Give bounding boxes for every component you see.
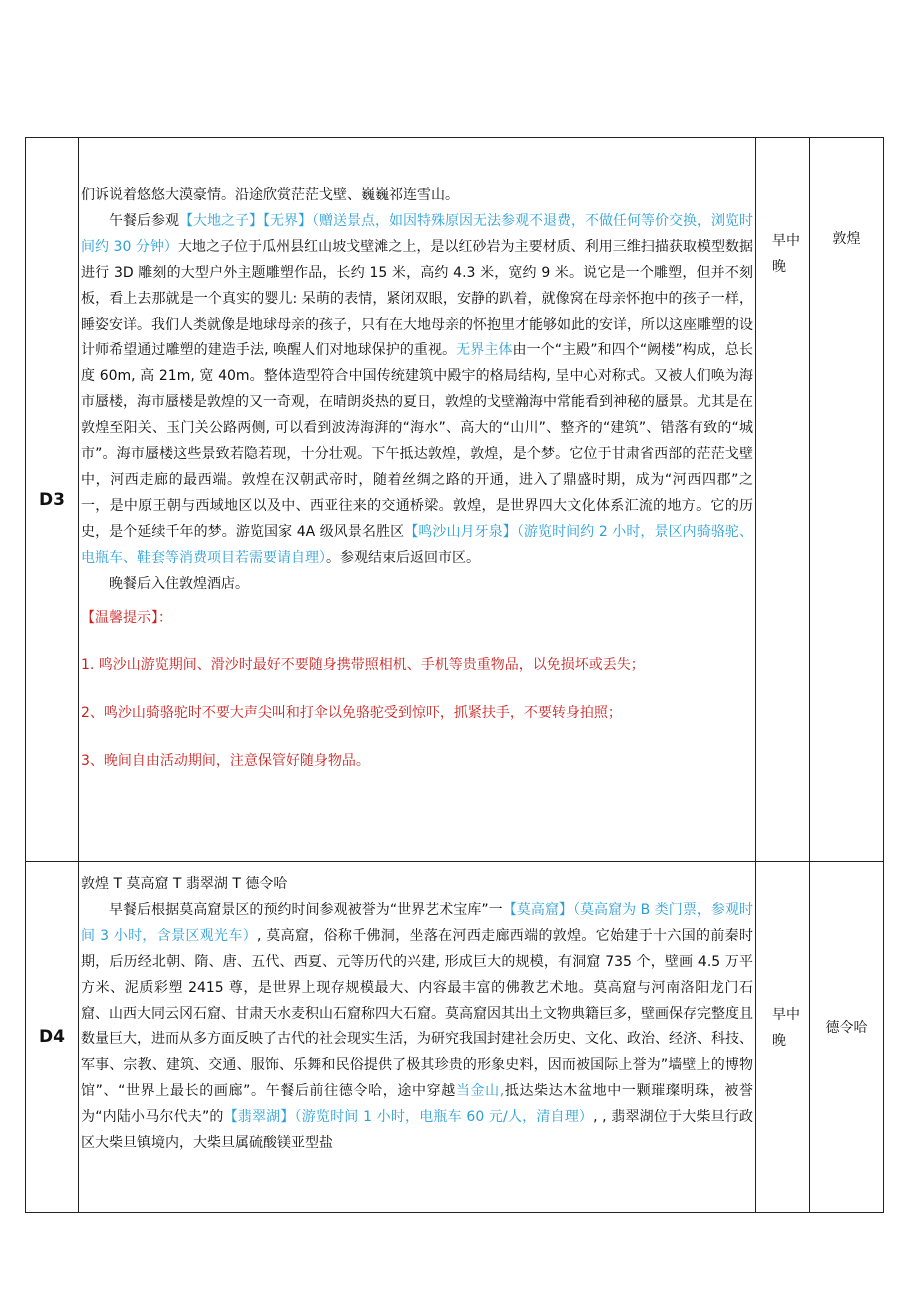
route-line: 敦煌 T 莫高窟 T 翡翠湖 T 德令哈 bbox=[81, 876, 288, 892]
attraction-highlight: 【莫高窟】（莫高窟为 B 类门票，参观时间 3 小时，含景区观光车） bbox=[81, 901, 753, 944]
hotel-name: 德令哈 bbox=[825, 1020, 868, 1036]
text: 午餐后参观 bbox=[109, 212, 179, 229]
paragraph: 们诉说着悠悠大漠豪情。沿途欣赏茫茫戈壁、巍巍祁连雪山。 bbox=[81, 187, 459, 203]
text: 。参观结束后返回市区。 bbox=[326, 549, 480, 566]
attraction-highlight: 【大地之子】【无界】（赠送景点，如因特殊原因无法参观不退费，不做任何等价交换，浏览时间约 30 分钟） bbox=[81, 212, 753, 255]
hotel-name: 敦煌 bbox=[832, 231, 861, 247]
tip-item: 3、晚间自由活动期间，注意保管好随身物品。 bbox=[81, 753, 370, 770]
tip-item: 2、鸣沙山骑骆驼时不要大声尖叫和打伞以免骆驼受到惊吓，抓紧扶手，不要转身拍照； bbox=[81, 705, 622, 722]
day-label: D4 bbox=[26, 862, 79, 1213]
tips-title: 【温馨提示】： bbox=[81, 609, 172, 626]
attraction-highlight: 无界主体 bbox=[456, 342, 513, 359]
attraction-highlight: 【翡翠湖】（游览时间 1 小时，电瓶车 60 元/人，清自理） bbox=[223, 1109, 594, 1126]
text: 由一个“主殿”和四个“阙楼”构成，总长度 60m, 高 21m, 宽 40m。整体造型符合中国传统建筑中殿宇的格局结构, 呈中心对称式。又被人们唤为海市蜃楼，海市蜃楼是敦煌的又一奇观，在晴朗炎热的夏日，敦煌的戈壁瀚海中常能看到神秘的蜃景。尤其是在敦煌至阳关、玉门关公路两侧, 可以看到波涛海湃的“海水”、高大的“山川”、整齐的“建筑”、错落有致的“城市”。海市蜃楼这些景致若隐若现，十分壮观。下午抵达敦煌，敦煌，是个梦。它位于甘肃省西部的茫茫戈壁中，河西走廊的最西端。敦煌在汉朝武帝时，随着丝绸之路的开通，进入了鼎盛时期，成为“河西四郡”之一，是中原王朝与西域地区以及中、西亚往来的交通桥梁。敦煌，是世界四大文化体系汇流的地方。它的历史，是个延续千年的梦。游览国家 4A 级风景名胜区 bbox=[81, 342, 754, 540]
tip-item: 1. 鸣沙山游览期间、滑沙时最好不要随身携带照相机、手机等贵重物品，以免损坏或丢失； bbox=[81, 657, 645, 674]
text: , , 翡翠湖位于大柴旦行政区大柴旦镇境内，大柴旦属硫酸镁亚型盐 bbox=[81, 1109, 753, 1152]
meals-cell bbox=[756, 138, 810, 862]
attraction-highlight: 当金山, bbox=[455, 1083, 505, 1100]
paragraph bbox=[81, 898, 753, 1157]
hotel-cell bbox=[810, 138, 884, 862]
text: 大地之子位于瓜州县红山坡戈壁滩之上，是以红砂岩为主要材质、利用三维扫描获取模型数据进行 3D 雕刻的大型户外主题雕塑作品，长约 15 米，高约 4.3 米，宽约 9 米。说它是一个雕塑，但并不刻板，看上去那就是一个真实的婴儿: 呆萌的表情，紧闭双眼，安静的趴着，就像窝在母亲怀抱中的孩子一样，睡姿安详。我们人类就像是地球母亲的孩子，只有在大地母亲的怀抱里才能够如此的安详，所以这座雕塑的设计师希望通过雕塑的建造手法, 唤醒人们对地球保护的重视。 bbox=[81, 238, 753, 359]
meal-line: 早中 bbox=[772, 1007, 800, 1023]
text: , 莫高窟，俗称千佛洞，坐落在河西走廊西端的敦煌。它始建于十六国的前秦时期，后历经北朝、隋、唐、五代、西夏、元等历代的兴建, 形成巨大的规模，有洞窟 735 个，壁画 4.5 万平方米、泥质彩塑 2415 尊，是世界上现存规模最大、内容最丰富的佛教艺术地。莫高窟与河南洛阳龙门石窟、山西大同云冈石窟、甘肃天水麦积山石窟称四大石窟。莫高窟因其出土文物典籍巨多，壁画保存完整度且数量巨大，进而从多方面反映了古代的社会现实生活，为研究我国封建社会历史、文化、政治、经济、科技、军事、宗教、建筑、交通、服饰、乐舞和民俗提供了极其珍贵的形象史料，因而被国际上誉为”墙壁上的博物馆”、“世界上最长的画廊”。午餐后前往德令哈，途中穿越 bbox=[81, 927, 753, 1100]
day-label: D3 bbox=[26, 138, 79, 862]
meals-cell bbox=[756, 862, 810, 1213]
meal-line: 早中 bbox=[772, 233, 800, 249]
meal-line: 晚 bbox=[772, 1033, 786, 1049]
paragraph bbox=[81, 209, 753, 572]
day-description bbox=[79, 138, 756, 862]
paragraph: 晚餐后入住敦煌酒店。 bbox=[109, 575, 249, 592]
attraction-highlight: 【鸣沙山月牙泉】（游览时间约 2 小时，景区内骑骆驼、电瓶车、鞋套等消费项目若需要请自理） bbox=[81, 523, 753, 566]
itinerary-table bbox=[25, 137, 884, 1213]
day-description bbox=[79, 862, 756, 1213]
itinerary-row-d4 bbox=[26, 862, 884, 1213]
text: 早餐后根据莫高窟景区的预约时间参观被誉为“世界艺术宝库”一 bbox=[109, 901, 503, 918]
hotel-cell bbox=[810, 862, 884, 1213]
meal-line: 晚 bbox=[772, 259, 786, 275]
text: 抵达柴达木盆地中一颗璀璨明珠，被誉为“内陆小马尔代夫”的 bbox=[81, 1083, 754, 1126]
itinerary-row-d3 bbox=[26, 138, 884, 862]
